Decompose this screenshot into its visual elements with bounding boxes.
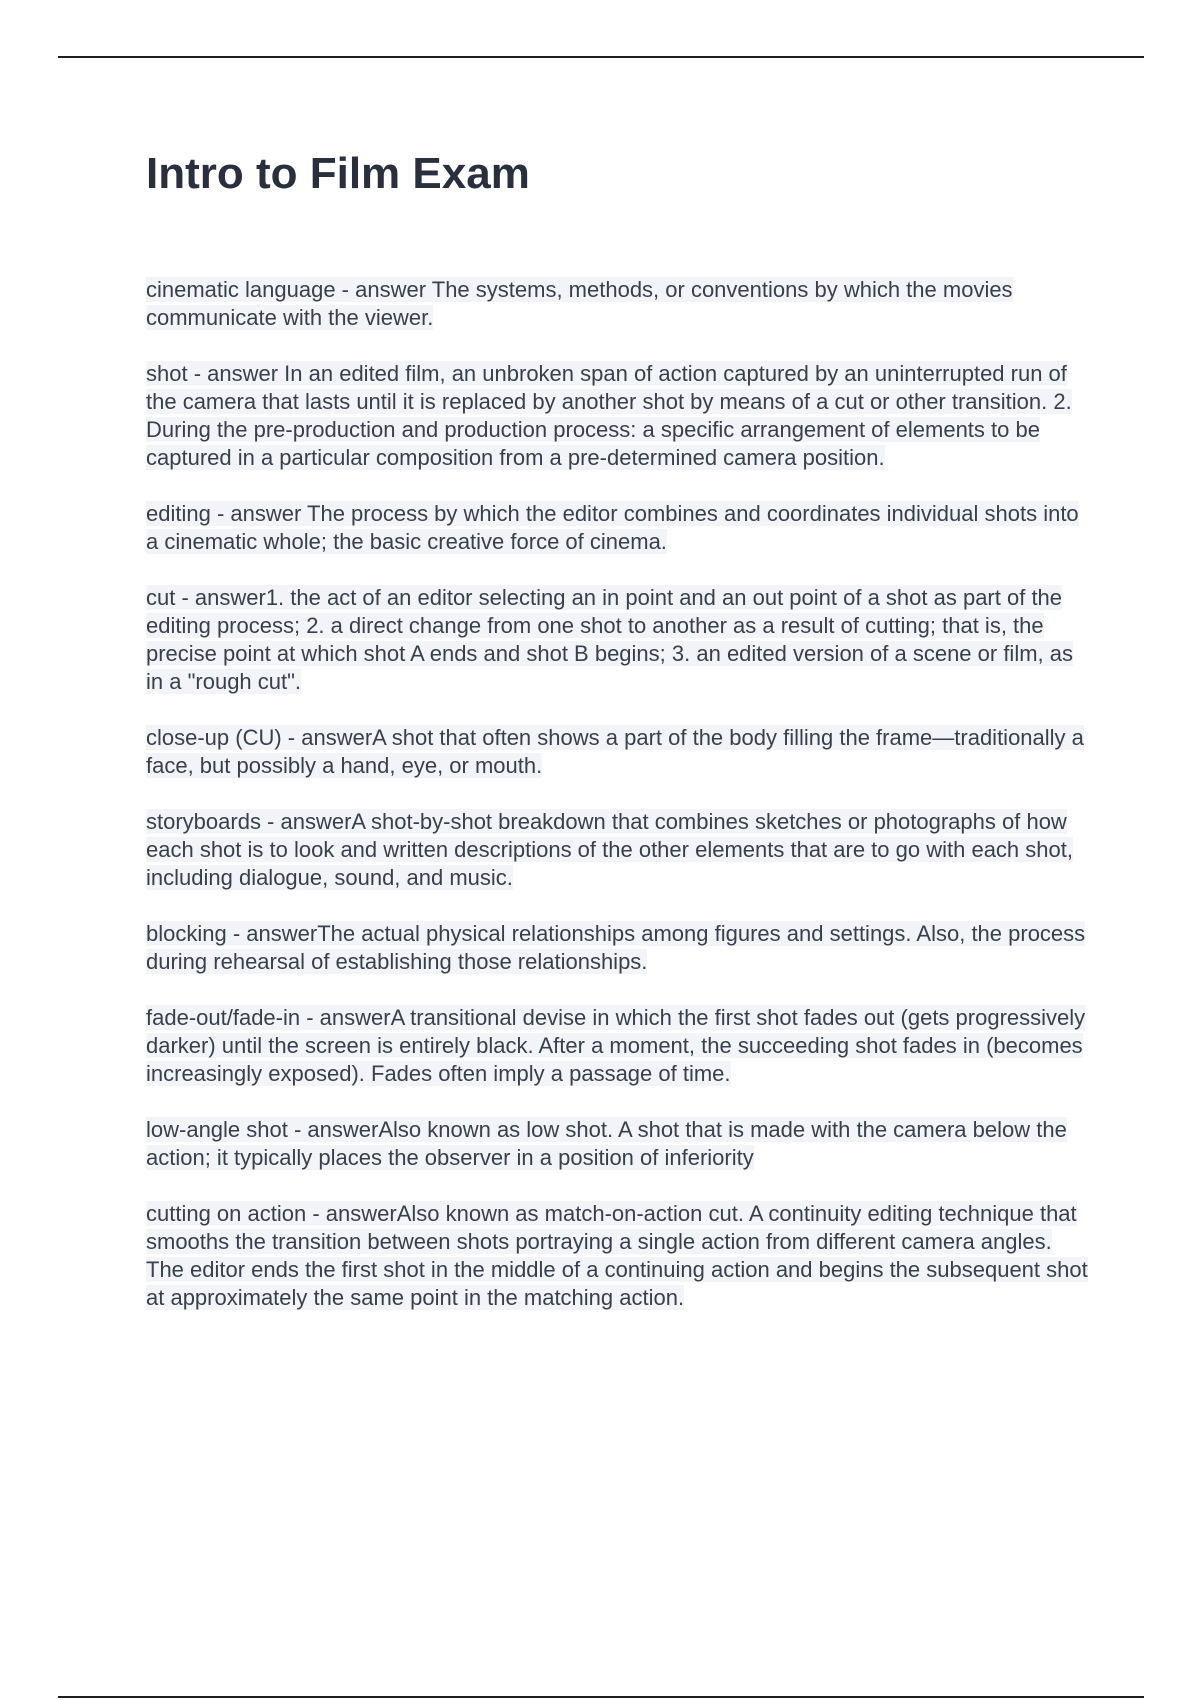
bottom-rule bbox=[58, 1696, 1144, 1698]
entry-text: storyboards - answerA shot-by-shot breakdown that combines sketches or photographs of how each shot is to look and written descriptions of the other elements that are to go with each shot, including dialogue, sound, and music. bbox=[146, 809, 1073, 890]
entry-low-angle-shot bbox=[146, 1116, 1094, 1172]
entry-text: blocking - answerThe actual physical relationships among figures and settings. Also, the process during rehearsal of establishing those relationships. bbox=[146, 921, 1086, 974]
entry-text: low-angle shot - answerAlso known as low shot. A shot that is made with the camera below the action; it typically places the observer in a position of inferiority bbox=[146, 1117, 1067, 1170]
entry-text: close-up (CU) - answerA shot that often shows a part of the body filling the frame—traditionally a face, but possibly a hand, eye, or mouth. bbox=[146, 725, 1084, 778]
entry-cutting-on-action bbox=[146, 1200, 1094, 1312]
entry-editing bbox=[146, 500, 1094, 556]
entry-fade-out-fade-in bbox=[146, 1004, 1094, 1088]
entry-text: cinematic language - answer The systems, methods, or conventions by which the movies communicate with the viewer. bbox=[146, 277, 1013, 330]
top-rule bbox=[58, 56, 1144, 58]
entry-list bbox=[146, 276, 1094, 1312]
entry-shot bbox=[146, 360, 1094, 472]
document-body bbox=[146, 148, 1094, 1340]
entry-text: cutting on action - answerAlso known as match-on-action cut. A continuity editing technique that smooths the transition between shots portraying a single action from different camera angles. The editor ends the first shot in the middle of a continuing action and begins the subsequent shot at approximately the same point in the matching action. bbox=[146, 1201, 1088, 1310]
entry-text: cut - answer1. the act of an editor selecting an in point and an out point of a shot as part of the editing process; 2. a direct change from one shot to another as a result of cutting; that is, the precise point at which shot A ends and shot B begins; 3. an edited version of a scene or film, as in a "rough cut". bbox=[146, 585, 1073, 694]
entry-text: editing - answer The process by which the editor combines and coordinates individual shots into a cinematic whole; the basic creative force of cinema. bbox=[146, 501, 1079, 554]
entry-storyboards bbox=[146, 808, 1094, 892]
entry-text: shot - answer In an edited film, an unbroken span of action captured by an uninterrupted run of the camera that lasts until it is replaced by another shot by means of a cut or other transition. 2. During the pre-production and production process: a specific arrangement of elements to be captured in a particular composition from a pre-determined camera position. bbox=[146, 361, 1072, 470]
entry-blocking bbox=[146, 920, 1094, 976]
entry-cut bbox=[146, 584, 1094, 696]
entry-close-up bbox=[146, 724, 1094, 780]
page-title: Intro to Film Exam bbox=[146, 149, 530, 198]
entry-cinematic-language bbox=[146, 276, 1094, 332]
entry-text: fade-out/fade-in - answerA transitional devise in which the first shot fades out (gets progressively darker) until the screen is entirely black. After a moment, the succeeding shot fades in (becomes increasingly exposed). Fades often imply a passage of time. bbox=[146, 1005, 1086, 1086]
